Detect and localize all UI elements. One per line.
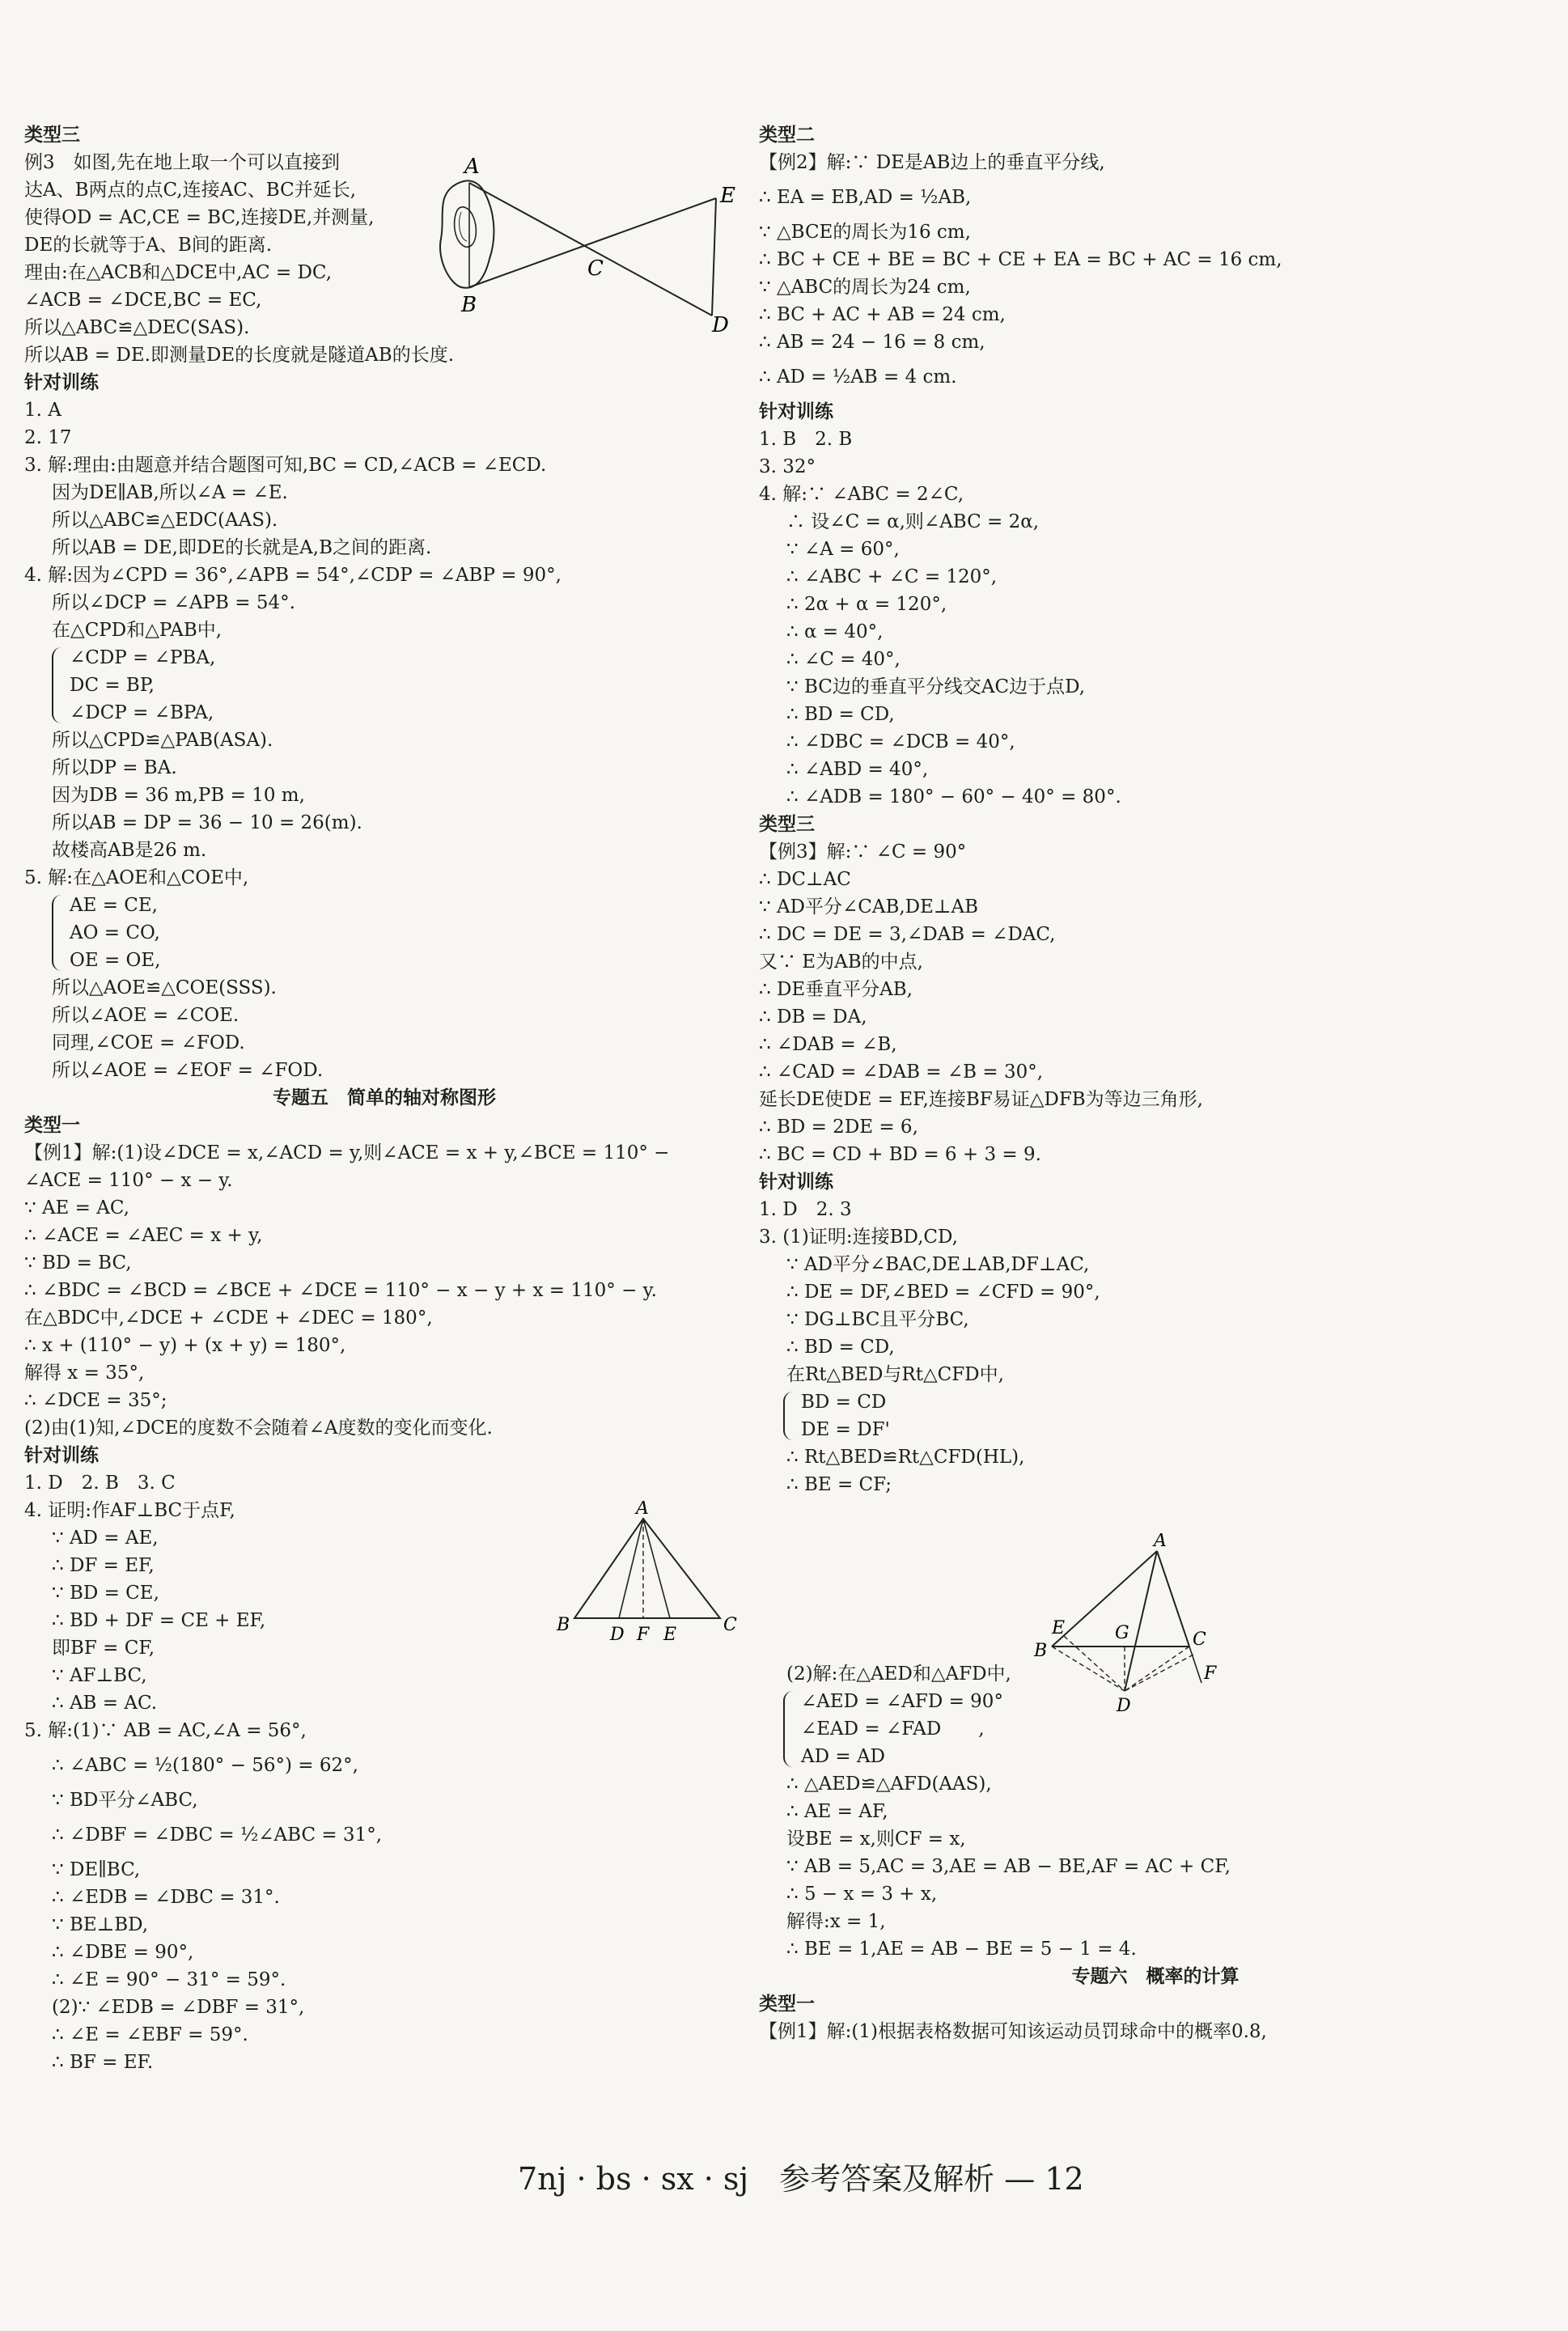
text-line: 4. 解:∵ ∠ABC = 2∠C,: [759, 484, 964, 505]
text-line: ∵ AD = AE,: [52, 1528, 159, 1549]
equation-line: AD = AD: [801, 1746, 885, 1767]
text-line: 在△CPD和△PAB中,: [52, 620, 222, 641]
equation-line: DE = DF': [801, 1419, 890, 1440]
iso-label-e: E: [663, 1625, 677, 1645]
text-line: 1. B 2. B: [759, 429, 853, 450]
text-line: ∵ △BCE的周长为16 cm,: [759, 222, 971, 243]
text-line: ∵ AB = 5,AC = 3,AE = AB − BE,AF = AC + CF,: [786, 1856, 1231, 1877]
text-line: ∴ AD = ½AB = 4 cm.: [759, 367, 957, 388]
text-line: ∴ BF = EF.: [52, 2052, 154, 2073]
section-heading: 类型一: [24, 1115, 80, 1136]
text-line: ∴ ∠DBC = ∠DCB = 40°,: [786, 731, 1015, 752]
text-line: 3. (1)证明:连接BD,CD,: [759, 1227, 958, 1248]
text-line: ∴ ∠DBF = ∠DBC = ½∠ABC = 31°,: [52, 1825, 383, 1846]
text-line: 解得 x = 35°,: [24, 1363, 145, 1384]
text-line: ∴ ∠E = 90° − 31° = 59°.: [52, 1969, 286, 1990]
text-line: ∴ 2α + α = 120°,: [786, 594, 947, 615]
text-line: ∵ BD = BC,: [24, 1252, 132, 1274]
text-line: 所以△ABC≌△DEC(SAS).: [24, 317, 250, 338]
text-line: 4. 证明:作AF⊥BC于点F,: [24, 1500, 235, 1521]
text-line: 又∵ E为AB的中点,: [759, 951, 923, 973]
text-line: ∵ DE∥BC,: [52, 1859, 141, 1880]
text-line: ∴ ∠EDB = ∠DBC = 31°.: [52, 1887, 280, 1908]
text-line: 1. D 2. B 3. C: [24, 1473, 176, 1494]
page-footer: 7nj · bs · sx · sj 参考答案及解析 — 12: [518, 2161, 1084, 2197]
text-line: 5. 解:在△AOE和△COE中,: [24, 867, 249, 888]
text-line: ∴ BD = CD,: [786, 704, 895, 725]
text-line: ∠ACB = ∠DCE,BC = EC,: [24, 290, 262, 311]
equation-line: ∠DCP = ∠BPA,: [70, 702, 214, 723]
text-line: 故楼高AB是26 m.: [52, 840, 207, 861]
section-heading: 类型三: [759, 814, 815, 835]
text-line: ∵ AD平分∠BAC,DE⊥AB,DF⊥AC,: [786, 1254, 1090, 1275]
text-line: 使得OD = AC,CE = BC,连接DE,并测量,: [24, 207, 375, 228]
left-column: [24, 121, 744, 2076]
text-line: 4. 解:因为∠CPD = 36°,∠APB = 54°,∠CDP = ∠ABP = 90°,: [24, 565, 562, 586]
tunnel-label-e: E: [720, 184, 735, 208]
text-line: 即BF = CF,: [52, 1638, 155, 1659]
text-line: ∴ DE = DF,∠BED = ∠CFD = 90°,: [786, 1282, 1100, 1303]
text-line: 解得:x = 1,: [786, 1911, 886, 1932]
isosceles-figure: [550, 1501, 744, 1655]
text-line: ∴ ∠ABD = 40°,: [786, 759, 929, 780]
text-line: (2)解:在△AED和△AFD中,: [786, 1663, 1011, 1685]
text-line: 1. D 2. 3: [759, 1199, 852, 1220]
tunnel-label-a: A: [464, 155, 480, 179]
text-line: 设BE = x,则CF = x,: [786, 1829, 966, 1850]
left-brace: [52, 895, 63, 971]
section-heading: 针对训练: [759, 1172, 833, 1193]
text-line: ∵ ∠A = 60°,: [786, 539, 900, 560]
equation-system: [24, 644, 744, 727]
text-line: ∴ ∠C = 40°,: [786, 649, 901, 670]
equation-system: [24, 892, 744, 974]
text-line: ∴ ∠ADB = 180° − 60° − 40° = 80°.: [786, 786, 1121, 807]
text-line: ∴ ∠DCE = 35°;: [24, 1390, 167, 1411]
bis-label-f: F: [1204, 1663, 1217, 1684]
text-line: 因为DB = 36 m,PB = 10 m,: [52, 785, 305, 806]
text-line: 同理,∠COE = ∠FOD.: [52, 1032, 245, 1053]
text-line: 所以△ABC≌△EDC(AAS).: [52, 510, 278, 531]
text-line: ∵ AD平分∠CAB,DE⊥AB: [759, 896, 979, 918]
text-line: ∴ DB = DA,: [759, 1007, 867, 1028]
bis-label-b: B: [1034, 1641, 1048, 1661]
text-line: ∴ AE = AF,: [786, 1801, 888, 1822]
text-line: 2. 17: [24, 427, 72, 448]
text-line: 所以DP = BA.: [52, 757, 177, 778]
text-line: 延长DE使DE = EF,连接BF易证△DFB为等边三角形,: [759, 1089, 1203, 1110]
section-heading: 类型二: [759, 125, 815, 146]
text-line: 【例1】解:(1)设∠DCE = x,∠ACD = y,则∠ACE = x + y,∠BCE = 110° −: [24, 1142, 670, 1163]
section-heading: 针对训练: [24, 372, 99, 393]
text-line: 所以∠AOE = ∠EOF = ∠FOD.: [52, 1060, 324, 1081]
equation-line: AO = CO,: [70, 922, 160, 943]
left-brace: [52, 647, 63, 723]
text-line: ∴ DC = DE = 3,∠DAB = ∠DAC,: [759, 924, 1056, 945]
text-line: ∴ BD + DF = CE + EF,: [52, 1610, 266, 1631]
text-line: 所以AB = DE,即DE的长就是A,B之间的距离.: [52, 537, 432, 558]
equation-line: DC = BP,: [70, 675, 155, 696]
text-line: ∵ BC边的垂直平分线交AC边于点D,: [786, 676, 1086, 697]
bis-label-d: D: [1117, 1696, 1131, 1716]
text-line: 【例1】解:(1)根据表格数据可知该运动员罚球命中的概率0.8,: [759, 2021, 1267, 2042]
text-line: ∴ BD = CD,: [786, 1337, 895, 1358]
tunnel-label-c: C: [587, 256, 604, 281]
bis-label-a: A: [1154, 1533, 1167, 1551]
right-column: [759, 121, 1552, 2045]
left-brace: [783, 1392, 795, 1440]
text-line: 在△BDC中,∠DCE + ∠CDE + ∠DEC = 180°,: [24, 1307, 433, 1329]
text-line: ∴ BC = CD + BD = 6 + 3 = 9.: [759, 1144, 1041, 1165]
text-line: ∴ BC + CE + BE = BC + CE + EA = BC + AC = 16 cm,: [759, 249, 1282, 270]
iso-label-d: D: [610, 1625, 625, 1645]
text-line: 所以△AOE≌△COE(SSS).: [52, 977, 277, 998]
text-line: ∴ ∠CAD = ∠DAB = ∠B = 30°,: [759, 1062, 1044, 1083]
text-line: (2)由(1)知,∠DCE的度数不会随着∠A度数的变化而变化.: [24, 1418, 493, 1439]
section-heading: 针对训练: [759, 401, 833, 422]
text-line: ∴ EA = EB,AD = ½AB,: [759, 187, 972, 208]
text-line: 【例3】解:∵ ∠C = 90°: [759, 841, 967, 862]
text-line: ∵ AF⊥BC,: [52, 1665, 147, 1686]
bis-label-c: C: [1193, 1630, 1206, 1650]
text-line: ∴ x + (110° − y) + (x + y) = 180°,: [24, 1335, 346, 1356]
text-line: ∵ BD平分∠ABC,: [52, 1790, 198, 1811]
text-line: ∴ BC + AC + AB = 24 cm,: [759, 304, 1006, 325]
text-line: ∴ DE垂直平分AB,: [759, 979, 913, 1000]
equation-line: ∠AED = ∠AFD = 90°: [801, 1691, 1003, 1712]
text-line: 例3 如图,先在地上取一个可以直接到: [24, 152, 340, 173]
iso-label-a: A: [636, 1501, 649, 1519]
text-line: ∴ △AED≌△AFD(AAS),: [786, 1774, 992, 1795]
bisector-figure: [1028, 1533, 1246, 1719]
tunnel-figure: [429, 154, 736, 332]
text-line: ∴ 5 − x = 3 + x,: [786, 1884, 938, 1905]
text-line: ∴ 设∠C = α,则∠ABC = 2α,: [786, 511, 1040, 532]
equation-line: OE = OE,: [70, 950, 161, 971]
equation-system: [759, 1388, 1552, 1443]
section-heading: 针对训练: [24, 1445, 99, 1466]
text-line: 5. 解:(1)∵ AB = AC,∠A = 56°,: [24, 1720, 307, 1741]
text-line: 所以AB = DE.即测量DE的长度就是隧道AB的长度.: [24, 345, 454, 366]
text-line: ∴ AB = AC.: [52, 1693, 158, 1714]
section-heading: 专题五 简单的轴对称图形: [273, 1087, 496, 1108]
text-line: ∴ DF = EF,: [52, 1555, 155, 1576]
equation-line: BD = CD: [801, 1392, 887, 1413]
iso-label-c: C: [723, 1615, 737, 1635]
text-line: ∴ BD = 2DE = 6,: [759, 1117, 918, 1138]
equation-line: ∠EAD = ∠FAD ,: [801, 1719, 985, 1740]
text-line: ∴ α = 40°,: [786, 621, 884, 642]
text-line: 1. A: [24, 400, 61, 421]
text-line: 在Rt△BED与Rt△CFD中,: [786, 1364, 1004, 1385]
text-line: 所以∠DCP = ∠APB = 54°.: [52, 592, 295, 613]
section-heading: 类型一: [759, 1994, 815, 2015]
left-brace: [783, 1691, 795, 1767]
text-line: 【例2】解:∵ DE是AB边上的垂直平分线,: [759, 152, 1105, 173]
text-line: ∴ ∠DBE = 90°,: [52, 1942, 194, 1963]
section-heading: 类型三: [24, 125, 80, 146]
text-line: ∵ BD = CE,: [52, 1583, 159, 1604]
text-line: ∵ DG⊥BC且平分BC,: [786, 1309, 969, 1330]
bis-label-e: E: [1052, 1618, 1066, 1638]
text-line: ∵ AE = AC,: [24, 1197, 129, 1218]
text-line: ∴ BE = 1,AE = AB − BE = 5 − 1 = 4.: [786, 1939, 1137, 1960]
equation-line: AE = CE,: [70, 895, 158, 916]
text-line: 所以△CPD≌△PAB(ASA).: [52, 730, 273, 751]
text-line: ∴ AB = 24 − 16 = 8 cm,: [759, 332, 985, 353]
text-line: 所以AB = DP = 36 − 10 = 26(m).: [52, 812, 362, 833]
iso-label-f: F: [637, 1625, 650, 1645]
text-line: ∴ DC⊥AC: [759, 869, 851, 890]
text-line: (2)∵ ∠EDB = ∠DBF = 31°,: [52, 1997, 305, 2018]
text-line: 理由:在△ACB和△DCE中,AC = DC,: [24, 262, 333, 283]
text-line: ∴ ∠E = ∠EBF = 59°.: [52, 2024, 248, 2045]
text-line: ∴ BE = CF;: [786, 1474, 892, 1495]
text-line: ∴ ∠ACE = ∠AEC = x + y,: [24, 1225, 263, 1246]
tunnel-label-b: B: [461, 293, 477, 317]
bis-label-g: G: [1115, 1623, 1129, 1643]
text-line: 因为DE∥AB,所以∠A = ∠E.: [52, 482, 288, 503]
text-line: DE的长就等于A、B间的距离.: [24, 235, 273, 256]
text-line: ∠ACE = 110° − x − y.: [24, 1170, 233, 1191]
section-heading: 专题六 概率的计算: [1071, 1966, 1240, 1987]
iso-label-b: B: [557, 1615, 570, 1635]
equation-line: ∠CDP = ∠PBA,: [70, 647, 216, 668]
text-line: 3. 32°: [759, 456, 816, 477]
text-line: ∴ ∠BDC = ∠BCD = ∠BCE + ∠DCE = 110° − x − y + x = 110° − y.: [24, 1280, 657, 1301]
text-line: ∴ ∠ABC + ∠C = 120°,: [786, 566, 998, 587]
tunnel-label-d: D: [712, 313, 729, 332]
text-line: ∵ △ABC的周长为24 cm,: [759, 277, 971, 298]
text-line: ∴ ∠DAB = ∠B,: [759, 1034, 897, 1055]
text-line: ∴ ∠ABC = ½(180° − 56°) = 62°,: [52, 1755, 358, 1776]
text-line: 3. 解:理由:由题意并结合题图可知,BC = CD,∠ACB = ∠ECD.: [24, 455, 547, 476]
text-line: 达A、B两点的点C,连接AC、BC并延长,: [24, 180, 357, 201]
text-line: 所以∠AOE = ∠COE.: [52, 1005, 239, 1026]
text-line: ∵ BE⊥BD,: [52, 1914, 149, 1935]
text-line: ∴ Rt△BED≌Rt△CFD(HL),: [786, 1447, 1025, 1468]
